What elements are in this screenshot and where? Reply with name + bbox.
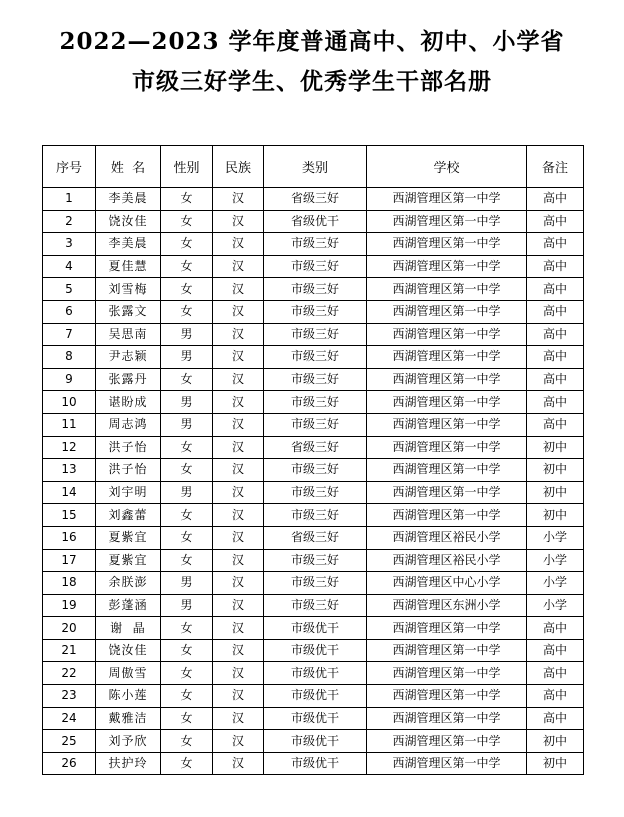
table-row xyxy=(43,391,584,414)
cell-name: 谢 晶 xyxy=(96,617,161,640)
cell-name: 余朕澎 xyxy=(96,572,161,595)
cell-category: 市级三好 xyxy=(264,413,367,436)
table-row xyxy=(43,255,584,278)
cell-school: 西湖管理区第一中学 xyxy=(367,504,527,527)
cell-index: 8 xyxy=(43,346,96,369)
table-row xyxy=(43,526,584,549)
cell-index: 13 xyxy=(43,459,96,482)
cell-name: 刘雪梅 xyxy=(96,278,161,301)
table-row xyxy=(43,617,584,640)
table-row xyxy=(43,346,584,369)
cell-gender: 女 xyxy=(161,233,213,256)
cell-index: 10 xyxy=(43,391,96,414)
header-name: 姓 名 xyxy=(96,146,161,188)
cell-ethnicity: 汉 xyxy=(213,459,264,482)
header-category: 类别 xyxy=(264,146,367,188)
cell-index: 20 xyxy=(43,617,96,640)
header-index: 序号 xyxy=(43,146,96,188)
table-row xyxy=(43,413,584,436)
cell-remarks: 高中 xyxy=(527,413,584,436)
cell-remarks: 小学 xyxy=(527,549,584,572)
cell-school: 西湖管理区第一中学 xyxy=(367,278,527,301)
cell-category: 省级三好 xyxy=(264,188,367,211)
cell-remarks: 高中 xyxy=(527,685,584,708)
cell-gender: 女 xyxy=(161,526,213,549)
cell-index: 21 xyxy=(43,639,96,662)
cell-gender: 女 xyxy=(161,255,213,278)
cell-category: 市级三好 xyxy=(264,391,367,414)
cell-index: 11 xyxy=(43,413,96,436)
table-row xyxy=(43,210,584,233)
cell-name: 李美晨 xyxy=(96,188,161,211)
cell-gender: 男 xyxy=(161,391,213,414)
cell-ethnicity: 汉 xyxy=(213,481,264,504)
cell-category: 市级三好 xyxy=(264,233,367,256)
cell-school: 西湖管理区第一中学 xyxy=(367,188,527,211)
cell-ethnicity: 汉 xyxy=(213,391,264,414)
cell-name: 张露丹 xyxy=(96,368,161,391)
cell-school: 西湖管理区东洲小学 xyxy=(367,594,527,617)
table-row xyxy=(43,685,584,708)
cell-category: 市级优干 xyxy=(264,752,367,775)
cell-school: 西湖管理区第一中学 xyxy=(367,481,527,504)
cell-school: 西湖管理区第一中学 xyxy=(367,730,527,753)
cell-index: 26 xyxy=(43,752,96,775)
cell-category: 市级三好 xyxy=(264,255,367,278)
cell-school: 西湖管理区第一中学 xyxy=(367,413,527,436)
student-roster-table xyxy=(42,145,584,775)
table-header-row xyxy=(43,146,584,188)
table-row xyxy=(43,459,584,482)
cell-index: 5 xyxy=(43,278,96,301)
table-row xyxy=(43,481,584,504)
cell-name: 饶汝佳 xyxy=(96,210,161,233)
cell-school: 西湖管理区第一中学 xyxy=(367,255,527,278)
cell-remarks: 初中 xyxy=(527,459,584,482)
cell-gender: 女 xyxy=(161,436,213,459)
cell-name: 洪子怡 xyxy=(96,436,161,459)
cell-school: 西湖管理区第一中学 xyxy=(367,617,527,640)
cell-name: 刘予欣 xyxy=(96,730,161,753)
cell-gender: 女 xyxy=(161,210,213,233)
cell-ethnicity: 汉 xyxy=(213,278,264,301)
cell-school: 西湖管理区第一中学 xyxy=(367,300,527,323)
cell-index: 6 xyxy=(43,300,96,323)
cell-category: 市级优干 xyxy=(264,617,367,640)
cell-ethnicity: 汉 xyxy=(213,300,264,323)
table-row xyxy=(43,436,584,459)
cell-category: 市级三好 xyxy=(264,459,367,482)
cell-gender: 女 xyxy=(161,188,213,211)
cell-category: 市级三好 xyxy=(264,504,367,527)
cell-name: 刘鑫蕾 xyxy=(96,504,161,527)
cell-school: 西湖管理区第一中学 xyxy=(367,368,527,391)
cell-category: 市级三好 xyxy=(264,346,367,369)
document-title xyxy=(0,22,624,102)
cell-remarks: 高中 xyxy=(527,255,584,278)
cell-ethnicity: 汉 xyxy=(213,639,264,662)
cell-name: 周志鸿 xyxy=(96,413,161,436)
cell-name: 尹志颖 xyxy=(96,346,161,369)
cell-index: 22 xyxy=(43,662,96,685)
table-row xyxy=(43,278,584,301)
cell-remarks: 小学 xyxy=(527,526,584,549)
cell-index: 18 xyxy=(43,572,96,595)
cell-remarks: 初中 xyxy=(527,481,584,504)
cell-school: 西湖管理区第一中学 xyxy=(367,685,527,708)
cell-index: 7 xyxy=(43,323,96,346)
cell-index: 3 xyxy=(43,233,96,256)
cell-ethnicity: 汉 xyxy=(213,572,264,595)
cell-category: 省级三好 xyxy=(264,436,367,459)
cell-gender: 男 xyxy=(161,346,213,369)
cell-school: 西湖管理区第一中学 xyxy=(367,436,527,459)
cell-name: 饶汝佳 xyxy=(96,639,161,662)
cell-index: 2 xyxy=(43,210,96,233)
cell-school: 西湖管理区第一中学 xyxy=(367,323,527,346)
cell-gender: 女 xyxy=(161,504,213,527)
cell-school: 西湖管理区第一中学 xyxy=(367,346,527,369)
cell-remarks: 高中 xyxy=(527,278,584,301)
cell-index: 24 xyxy=(43,707,96,730)
cell-index: 19 xyxy=(43,594,96,617)
cell-category: 市级三好 xyxy=(264,278,367,301)
cell-index: 25 xyxy=(43,730,96,753)
cell-remarks: 高中 xyxy=(527,233,584,256)
cell-category: 市级三好 xyxy=(264,300,367,323)
table-row xyxy=(43,752,584,775)
table-row xyxy=(43,730,584,753)
cell-category: 省级三好 xyxy=(264,526,367,549)
cell-gender: 男 xyxy=(161,323,213,346)
cell-name: 夏紫宜 xyxy=(96,549,161,572)
cell-remarks: 初中 xyxy=(527,436,584,459)
cell-gender: 女 xyxy=(161,730,213,753)
cell-index: 17 xyxy=(43,549,96,572)
cell-school: 西湖管理区第一中学 xyxy=(367,707,527,730)
header-school: 学校 xyxy=(367,146,527,188)
table-row xyxy=(43,300,584,323)
cell-category: 市级优干 xyxy=(264,730,367,753)
header-gender: 性别 xyxy=(161,146,213,188)
table-row xyxy=(43,504,584,527)
cell-name: 谌盼成 xyxy=(96,391,161,414)
cell-name: 夏佳慧 xyxy=(96,255,161,278)
title-line-2: 市级三好学生、优秀学生干部名册 xyxy=(132,68,492,95)
cell-category: 市级三好 xyxy=(264,368,367,391)
cell-gender: 女 xyxy=(161,752,213,775)
cell-ethnicity: 汉 xyxy=(213,368,264,391)
cell-ethnicity: 汉 xyxy=(213,685,264,708)
cell-school: 西湖管理区第一中学 xyxy=(367,459,527,482)
cell-index: 4 xyxy=(43,255,96,278)
cell-index: 14 xyxy=(43,481,96,504)
cell-index: 23 xyxy=(43,685,96,708)
cell-ethnicity: 汉 xyxy=(213,707,264,730)
table-row xyxy=(43,639,584,662)
cell-remarks: 高中 xyxy=(527,617,584,640)
cell-category: 市级三好 xyxy=(264,572,367,595)
cell-remarks: 高中 xyxy=(527,707,584,730)
cell-name: 张露文 xyxy=(96,300,161,323)
cell-index: 16 xyxy=(43,526,96,549)
cell-school: 西湖管理区中心小学 xyxy=(367,572,527,595)
cell-category: 市级三好 xyxy=(264,481,367,504)
cell-remarks: 小学 xyxy=(527,594,584,617)
cell-remarks: 高中 xyxy=(527,210,584,233)
cell-remarks: 高中 xyxy=(527,662,584,685)
cell-category: 市级优干 xyxy=(264,662,367,685)
cell-gender: 女 xyxy=(161,617,213,640)
cell-ethnicity: 汉 xyxy=(213,526,264,549)
cell-category: 市级优干 xyxy=(264,685,367,708)
cell-name: 扶护玲 xyxy=(96,752,161,775)
cell-remarks: 高中 xyxy=(527,300,584,323)
cell-category: 市级优干 xyxy=(264,707,367,730)
cell-ethnicity: 汉 xyxy=(213,594,264,617)
cell-ethnicity: 汉 xyxy=(213,210,264,233)
cell-gender: 女 xyxy=(161,368,213,391)
cell-school: 西湖管理区裕民小学 xyxy=(367,526,527,549)
cell-remarks: 初中 xyxy=(527,730,584,753)
cell-remarks: 高中 xyxy=(527,346,584,369)
cell-gender: 男 xyxy=(161,413,213,436)
cell-ethnicity: 汉 xyxy=(213,233,264,256)
cell-remarks: 高中 xyxy=(527,188,584,211)
cell-index: 9 xyxy=(43,368,96,391)
cell-remarks: 高中 xyxy=(527,368,584,391)
cell-remarks: 高中 xyxy=(527,391,584,414)
cell-name: 夏紫宜 xyxy=(96,526,161,549)
cell-category: 市级三好 xyxy=(264,323,367,346)
cell-gender: 女 xyxy=(161,639,213,662)
cell-category: 市级三好 xyxy=(264,549,367,572)
cell-gender: 女 xyxy=(161,662,213,685)
cell-category: 省级优干 xyxy=(264,210,367,233)
cell-gender: 女 xyxy=(161,300,213,323)
cell-remarks: 小学 xyxy=(527,572,584,595)
table-row xyxy=(43,233,584,256)
cell-gender: 女 xyxy=(161,278,213,301)
header-ethnicity: 民族 xyxy=(213,146,264,188)
title-line-1: 2022—2023 学年度普通高中、初中、小学省 xyxy=(59,28,565,55)
cell-name: 刘宇明 xyxy=(96,481,161,504)
table-row xyxy=(43,594,584,617)
cell-name: 吴思南 xyxy=(96,323,161,346)
cell-gender: 女 xyxy=(161,707,213,730)
cell-school: 西湖管理区第一中学 xyxy=(367,639,527,662)
cell-ethnicity: 汉 xyxy=(213,504,264,527)
cell-remarks: 高中 xyxy=(527,323,584,346)
cell-gender: 女 xyxy=(161,549,213,572)
cell-gender: 女 xyxy=(161,459,213,482)
cell-ethnicity: 汉 xyxy=(213,662,264,685)
cell-school: 西湖管理区第一中学 xyxy=(367,662,527,685)
cell-school: 西湖管理区第一中学 xyxy=(367,391,527,414)
table-body xyxy=(43,188,584,775)
cell-gender: 男 xyxy=(161,594,213,617)
cell-remarks: 高中 xyxy=(527,639,584,662)
cell-name: 陈小莲 xyxy=(96,685,161,708)
cell-school: 西湖管理区第一中学 xyxy=(367,233,527,256)
cell-ethnicity: 汉 xyxy=(213,255,264,278)
table-row xyxy=(43,662,584,685)
cell-index: 15 xyxy=(43,504,96,527)
cell-ethnicity: 汉 xyxy=(213,188,264,211)
cell-gender: 男 xyxy=(161,572,213,595)
cell-category: 市级优干 xyxy=(264,639,367,662)
cell-ethnicity: 汉 xyxy=(213,617,264,640)
table-row xyxy=(43,368,584,391)
table-row xyxy=(43,188,584,211)
cell-ethnicity: 汉 xyxy=(213,730,264,753)
table-row xyxy=(43,549,584,572)
cell-ethnicity: 汉 xyxy=(213,323,264,346)
table-row xyxy=(43,572,584,595)
cell-name: 洪子怡 xyxy=(96,459,161,482)
table-row xyxy=(43,707,584,730)
cell-name: 彭蓬涵 xyxy=(96,594,161,617)
cell-school: 西湖管理区裕民小学 xyxy=(367,549,527,572)
cell-name: 李美晨 xyxy=(96,233,161,256)
cell-ethnicity: 汉 xyxy=(213,549,264,572)
cell-index: 12 xyxy=(43,436,96,459)
cell-category: 市级三好 xyxy=(264,594,367,617)
cell-remarks: 初中 xyxy=(527,504,584,527)
cell-index: 1 xyxy=(43,188,96,211)
cell-school: 西湖管理区第一中学 xyxy=(367,210,527,233)
cell-gender: 男 xyxy=(161,481,213,504)
header-remarks: 备注 xyxy=(527,146,584,188)
cell-ethnicity: 汉 xyxy=(213,436,264,459)
cell-gender: 女 xyxy=(161,685,213,708)
cell-remarks: 初中 xyxy=(527,752,584,775)
table-row xyxy=(43,323,584,346)
cell-ethnicity: 汉 xyxy=(213,413,264,436)
cell-school: 西湖管理区第一中学 xyxy=(367,752,527,775)
cell-ethnicity: 汉 xyxy=(213,346,264,369)
cell-ethnicity: 汉 xyxy=(213,752,264,775)
cell-name: 周傲雪 xyxy=(96,662,161,685)
cell-name: 戴雅洁 xyxy=(96,707,161,730)
